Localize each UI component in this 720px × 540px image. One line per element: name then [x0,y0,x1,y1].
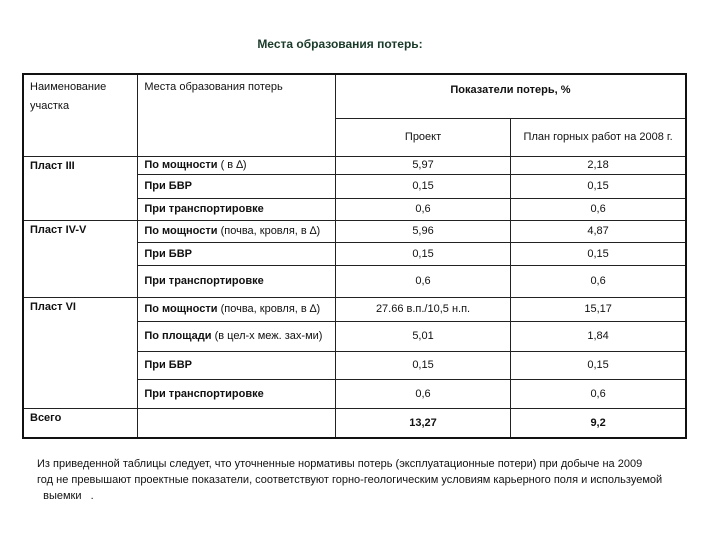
place-label: По мощности [144,159,218,171]
note-line: выемки . [37,490,94,502]
plan-value: 0,15 [511,242,686,265]
header-project: Проект [335,118,510,156]
place-label: По мощности [144,303,218,315]
plan-value: 0,6 [511,265,686,297]
plan-value: 0,15 [511,174,686,198]
place-label: По площади [144,330,212,342]
losses-table [22,73,687,439]
loss-place [138,265,336,297]
plan-value: 15,17 [511,297,686,321]
total-project: 13,27 [335,408,510,438]
project-value: 0,15 [335,174,510,198]
section-name: Пласт IV-V [23,220,138,297]
loss-place [138,297,336,321]
place-label: При транспортировке [144,203,264,215]
place-note: (почва, кровля, в ∆) [217,225,321,237]
header-plan: План горных работ на 2008 г. [511,118,686,156]
table-row [23,156,686,174]
note-line: год не превышают проектные показатели, соответствуют горно-геологическим условиям карьерного поля и используемой [37,474,663,486]
plan-value: 0,6 [511,198,686,220]
loss-place [138,321,336,351]
project-value: 5,96 [335,220,510,242]
project-value: 0,15 [335,242,510,265]
place-label: При транспортировке [144,275,264,287]
page-title: Места образования потерь: [257,37,423,51]
place-label: По мощности [144,225,218,237]
project-value: 0,6 [335,198,510,220]
total-label: Всего [23,408,138,438]
plan-value: 2,18 [511,156,686,174]
plan-value: 1,84 [511,321,686,351]
plan-value: 4,87 [511,220,686,242]
place-note: (почва, кровля, в ∆) [217,303,321,315]
place-label: При БВР [144,180,192,192]
place-note: ( в ∆) [217,159,247,171]
place-label: При БВР [144,247,192,260]
table-row [23,220,686,242]
header-indicators: Показатели потерь, % [335,74,686,118]
project-value: 0,6 [335,379,510,408]
loss-place [138,242,336,265]
place-label: При БВР [144,359,192,371]
loss-place [138,351,336,379]
section-name: Пласт III [23,156,138,220]
note-line: Из приведенной таблицы следует, что уточненные нормативы потерь (эксплуатационные потери) при добыче на 2009 [37,458,643,470]
loss-place [138,198,336,220]
table-row-total [23,408,686,438]
project-value: 0,15 [335,351,510,379]
project-value: 5,01 [335,321,510,351]
project-value: 0,6 [335,265,510,297]
conclusion-text [37,456,720,504]
header-place: Места образования потерь [138,74,336,156]
loss-place [138,156,336,174]
loss-place [138,174,336,198]
loss-place [138,379,336,408]
loss-place [138,220,336,242]
total-empty [138,408,336,438]
header-section: Наименование участка [23,74,138,156]
plan-value: 0,15 [511,351,686,379]
plan-value: 0,6 [511,379,686,408]
place-note: (в цел-х меж. зах-ми) [211,330,323,342]
table-row [23,297,686,321]
project-value: 5,97 [335,156,510,174]
project-value: 27.66 в.п./10,5 н.п. [335,297,510,321]
total-plan: 9,2 [511,408,686,438]
section-name: Пласт VI [23,297,138,408]
place-label: При транспортировке [144,387,264,400]
